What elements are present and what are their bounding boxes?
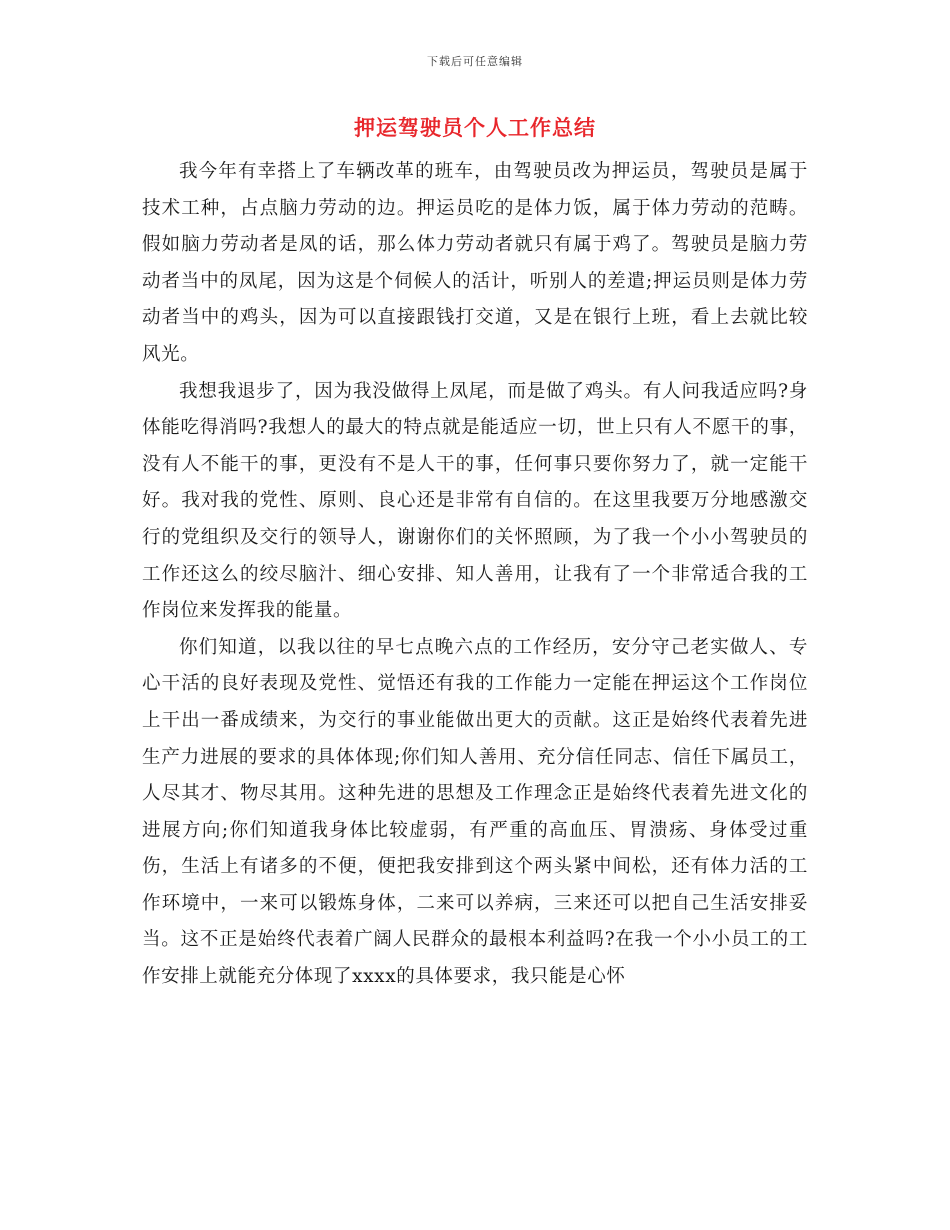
paragraph-2: 我想我退步了，因为我没做得上凤尾，而是做了鸡头。有人问我适应吗?身体能吃得消吗?我想人的最大的特点就是能适应一切，世上只有人不愿干的事，没有人不能干的事，更没有不是人干的事，任何事只要你努力了，就一定能干好。我对我的党性、原则、良心还是非常有自信的。在这里我要万分地感激交行的党组织及交行的领导人，谢谢你们的关怀照顾，为了我一个小小驾驶员的工作还这么的绞尽脑汁、细心安排、知人善用，让我有了一个非常适合我的工作岗位来发挥我的能量。: [142, 380, 808, 622]
document-body: [142, 154, 808, 996]
paragraph-1: 我今年有幸搭上了车辆改革的班车，由驾驶员改为押运员，驾驶员是属于技术工种，占点脑力劳动的边。押运员吃的是体力饭，属于体力劳动的范畴。假如脑力劳动者是凤的话，那么体力劳动者就只有属于鸡了。驾驶员是脑力劳动者当中的凤尾，因为这是个伺候人的活计，听别人的差遣;押运员则是体力劳动者当中的鸡头，因为可以直接跟钱打交道，又是在银行上班，看上去就比较风光。: [142, 161, 808, 365]
page-header-note: 下载后可任意编辑: [427, 55, 523, 68]
paragraph-3: 你们知道，以我以往的早七点晚六点的工作经历，安分守己老实做人、专心干活的良好表现及党性、觉悟还有我的工作能力一定能在押运这个工作岗位上干出一番成绩来，为交行的事业能做出更大的贡献。这正是始终代表着先进生产力进展的要求的具体体现;你们知人善用、充分信任同志、信任下属员工，人尽其才、物尽其用。这种先进的思想及工作理念正是始终代表着先进文化的进展方向;你们知道我身体比较虚弱，有严重的高血压、胃溃疡、身体受过重伤，生活上有诸多的不便，便把我安排到这个两头紧中间松，还有体力活的工作环境中，一来可以锻炼身体，二来可以养病，三来还可以把自己生活安排妥当。这不正是始终代表着广阔人民群众的最根本利益吗?在我一个小小员工的工作安排上就能充分体现了xxxx的具体要求，我只能是心怀: [142, 636, 808, 988]
document-title: 押运驾驶员个人工作总结: [354, 115, 596, 140]
